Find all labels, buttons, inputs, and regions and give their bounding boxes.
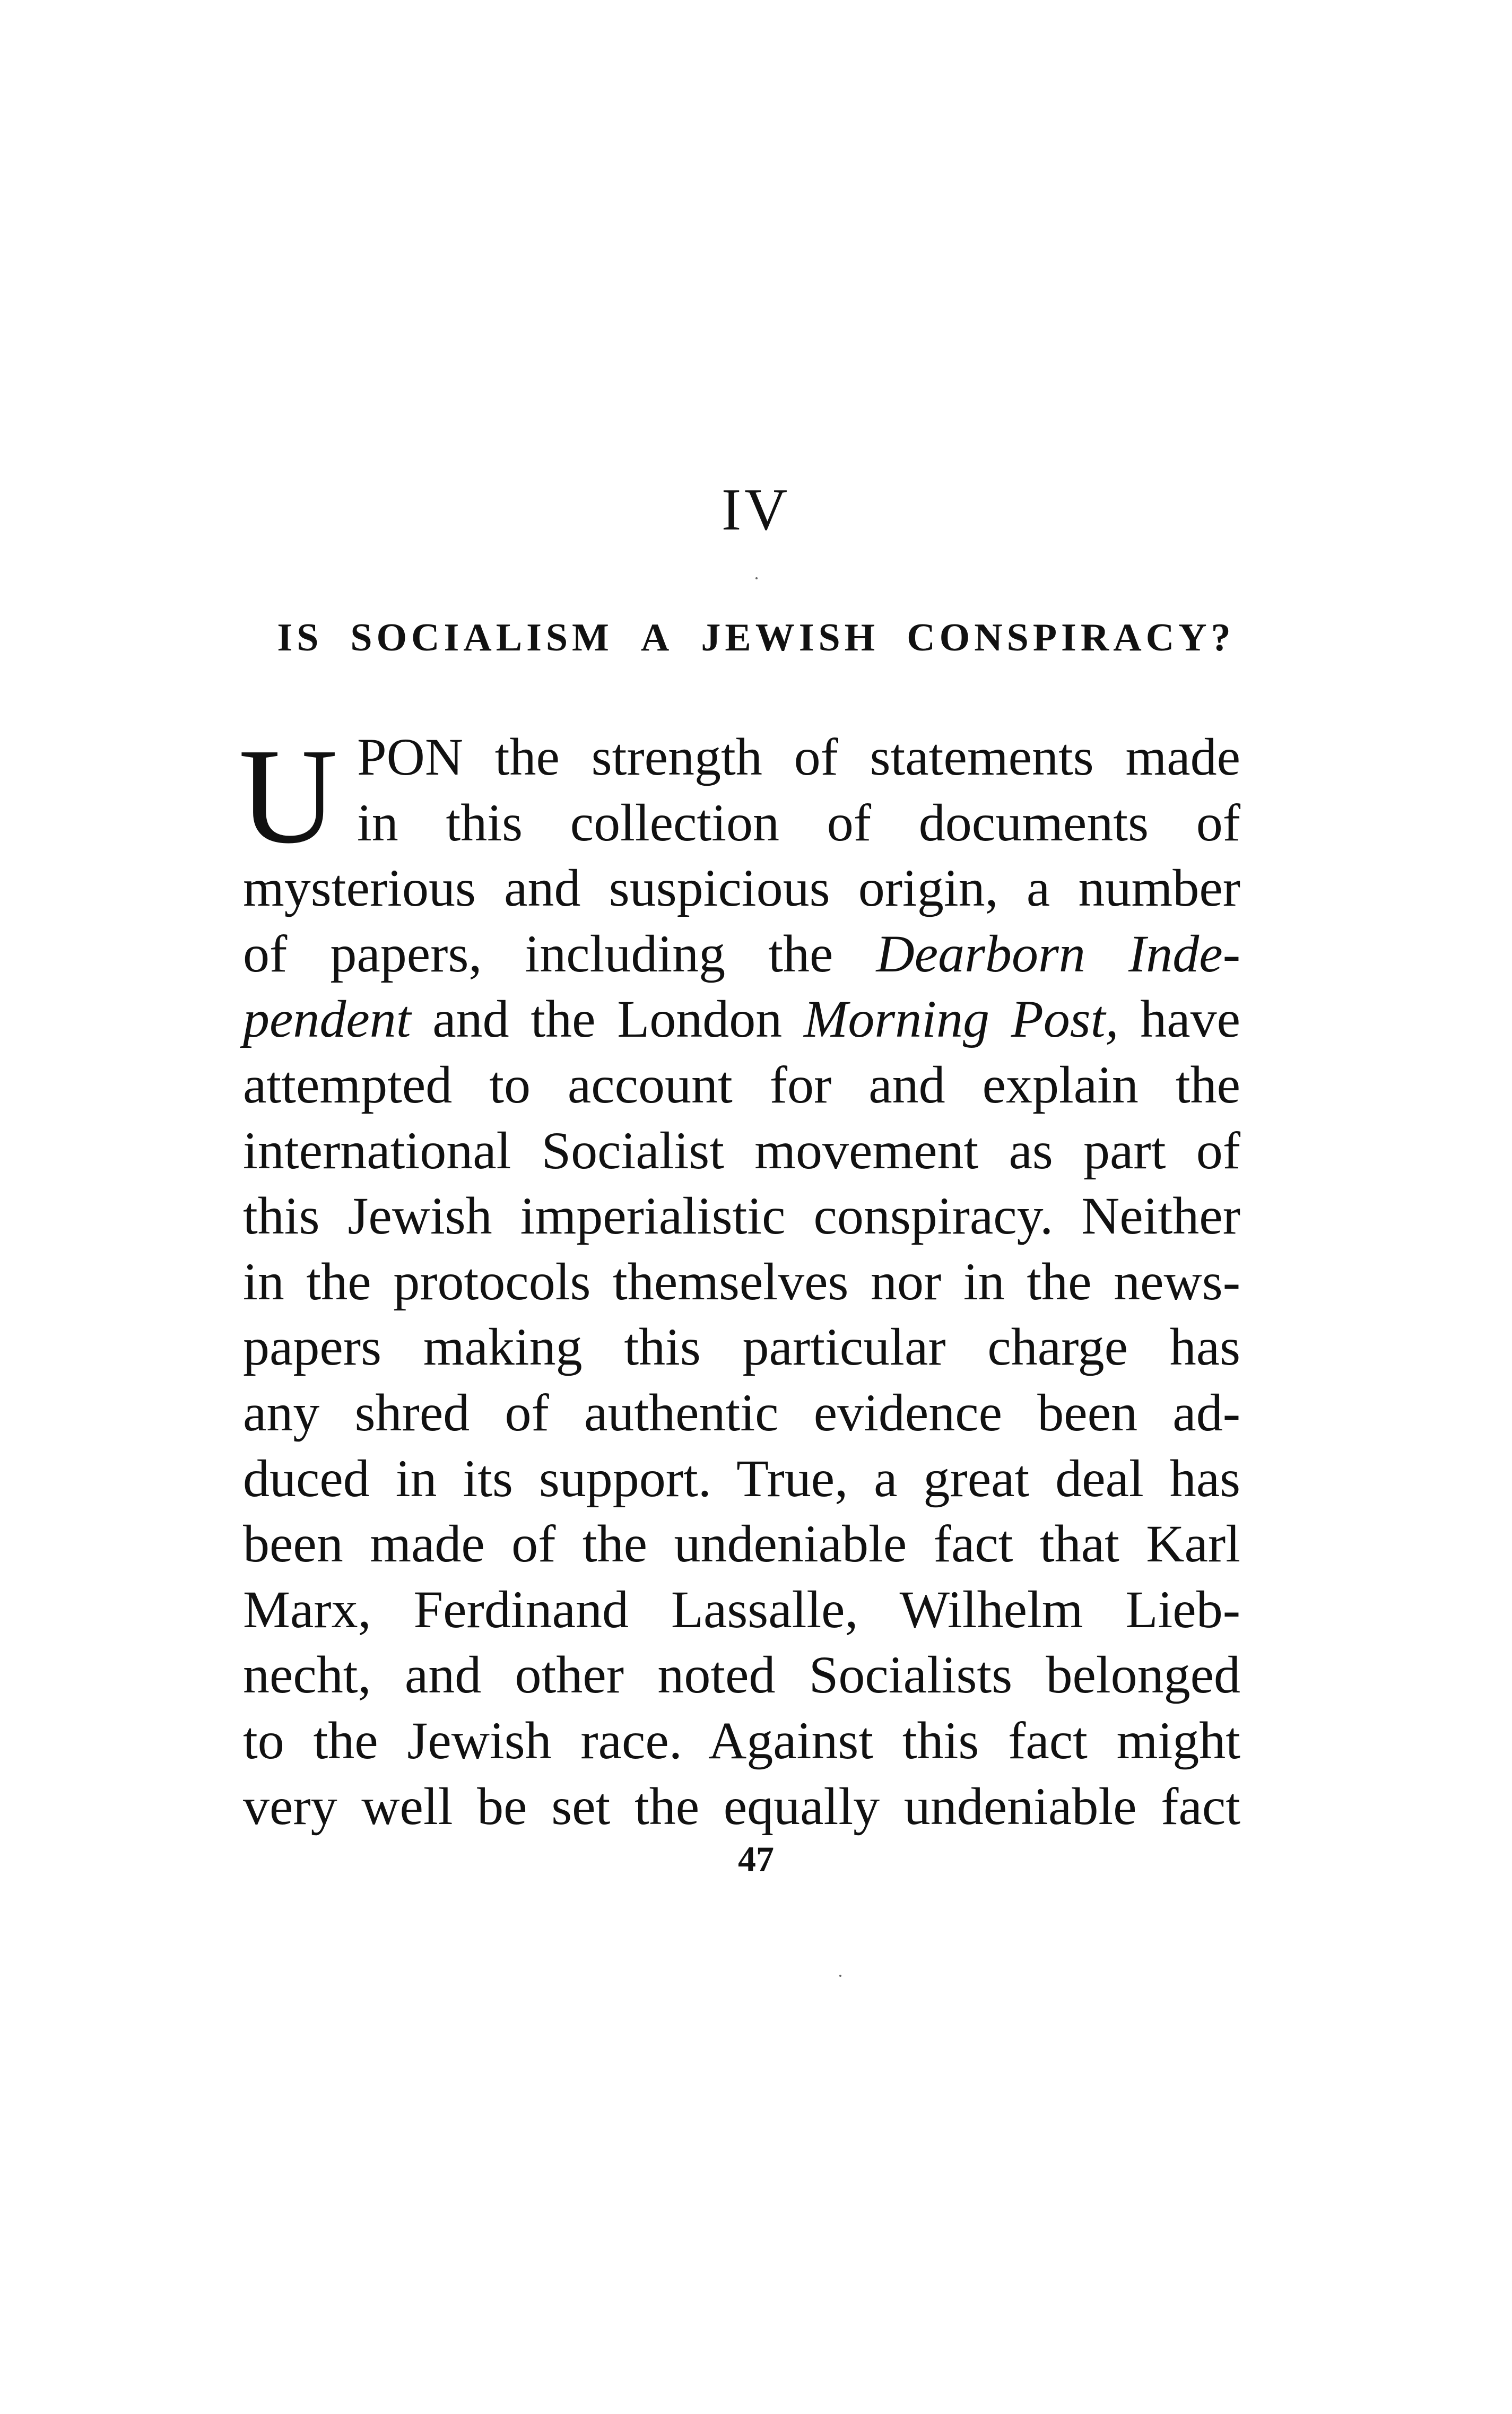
print-speck	[755, 577, 758, 579]
text-segment: mysterious and suspicious origin, a number	[243, 858, 1240, 918]
text-line	[243, 986, 1240, 1052]
text-line	[243, 1708, 1240, 1774]
chapter-title-word: IS	[277, 616, 323, 659]
text-segment: to the Jewish race. Against this fact might	[243, 1710, 1240, 1770]
text-line	[243, 1577, 1240, 1643]
text-segment: international Socialist movement as part of	[243, 1121, 1240, 1180]
text-line	[243, 1183, 1240, 1249]
text-segment: this Jewish imperialistic conspiracy. Neither	[243, 1186, 1240, 1246]
text-segment: very well be set the equally undeniable fact	[243, 1776, 1240, 1836]
text-line	[243, 724, 1240, 790]
text-line	[243, 1249, 1240, 1315]
text-segment: papers making this particular charge has	[243, 1317, 1240, 1377]
text-segment: have	[1118, 989, 1240, 1049]
text-segment: of papers, including the	[243, 924, 876, 983]
text-segment: and the London	[411, 989, 804, 1049]
chapter-title-word: CONSPIRACY?	[907, 616, 1235, 659]
text-segment: attempted to account for and explain the	[243, 1055, 1240, 1114]
text-segment: PON the strength of statements made	[357, 727, 1240, 786]
chapter-title-word: SOCIALISM	[350, 616, 613, 659]
text-line	[243, 1118, 1240, 1184]
text-segment: in the protocols themselves nor in the news-	[243, 1252, 1240, 1311]
drop-cap: U	[239, 720, 338, 872]
text-line	[243, 1642, 1240, 1708]
text-line	[243, 1511, 1240, 1577]
body-text	[239, 720, 1240, 1839]
chapter-title-word: JEWISH	[701, 616, 880, 659]
italic-title: pendent	[243, 989, 411, 1049]
text-segment: necht, and other noted Socialists belonged	[243, 1645, 1240, 1705]
chapter-title	[0, 618, 1512, 657]
text-segment: any shred of authentic evidence been ad-	[243, 1383, 1240, 1442]
text-line	[243, 1774, 1240, 1839]
text-segment: Marx, Ferdinand Lassalle, Wilhelm Lieb-	[243, 1579, 1240, 1639]
text-line	[243, 790, 1240, 856]
page-number: 47	[738, 1839, 774, 1879]
chapter-number: IV	[721, 477, 791, 543]
text-segment: duced in its support. True, a great deal has	[243, 1448, 1240, 1508]
text-segment: in this collection of documents of	[357, 793, 1240, 852]
text-line	[243, 1314, 1240, 1380]
text-line	[243, 1380, 1240, 1446]
chapter-title-word: A	[640, 616, 674, 659]
italic-title: Morning Post,	[804, 989, 1119, 1049]
text-line	[243, 921, 1240, 987]
text-line	[243, 1052, 1240, 1118]
text-segment: been made of the undeniable fact that Karl	[243, 1514, 1240, 1574]
text-lines	[243, 724, 1240, 1839]
italic-title: Dearborn Inde-	[876, 924, 1240, 983]
text-line	[243, 855, 1240, 921]
text-line	[243, 1446, 1240, 1512]
print-speck	[839, 1975, 841, 1977]
